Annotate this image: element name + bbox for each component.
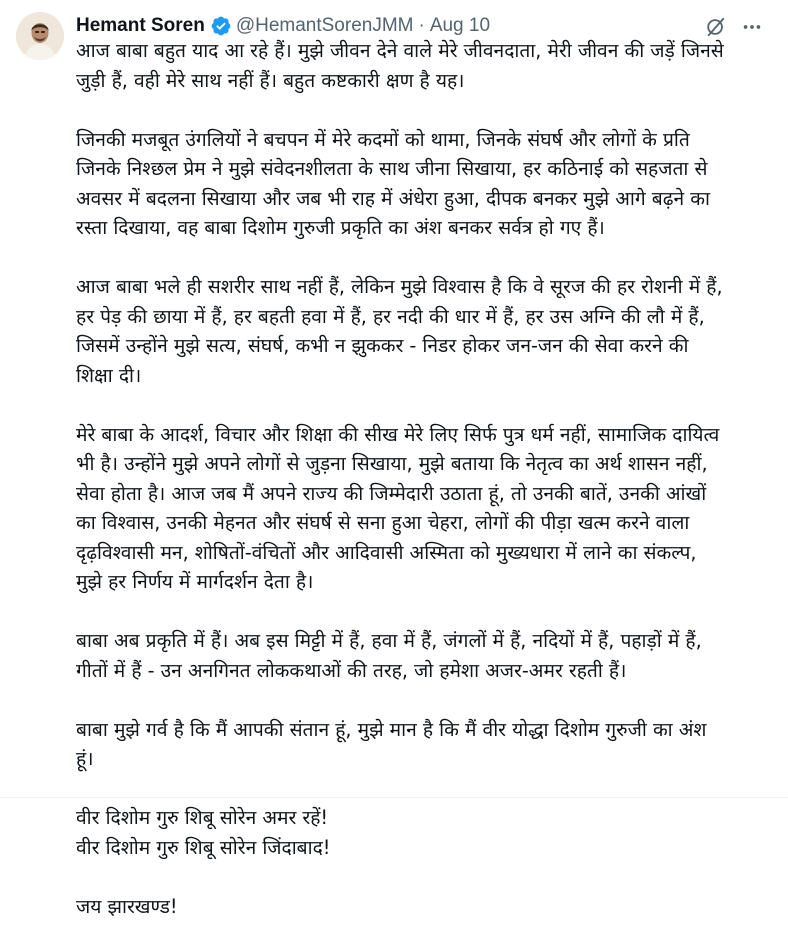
text-line: भी है। उन्होंने मुझे अपने लोगों से जुड़ना सिखाया, मुझे बताया कि नेतृत्व का अर्थ शासन नहीं, — [76, 452, 708, 475]
paragraph-6 — [76, 715, 780, 774]
text-line: अवसर में बदलना सिखाया और जब भी राह में अंधेरा हुआ, दीपक बनकर मुझे आगे बढ़ने का — [76, 186, 710, 210]
paragraph-5 — [76, 626, 780, 685]
paragraph-7 — [76, 803, 780, 862]
tweet-date[interactable]: Aug 10 — [429, 15, 491, 36]
text-line: मुझे हर निर्णय में मार्गदर्शन देता है। — [76, 570, 314, 593]
text-line: आज बाबा भले ही सशरीर साथ नहीं हैं, लेकिन मुझे विश्वास है कि वे सूरज की हर रोशनी में हैं, — [76, 275, 723, 298]
text-line: वीर दिशोम गुरु शिबू सोरेन जिंदाबाद! — [76, 835, 331, 859]
paragraph-4 — [76, 420, 780, 597]
text-line: का विश्वास, उनकी मेहनत और संघर्ष से सना हुआ चेहरा, लोगों की पीड़ा खत्म करने वाला — [76, 511, 690, 534]
text-line: आज बाबा बहुत याद आ रहे हैं। मुझे जीवन देने वाले मेरे जीवनदाता, मेरी जीवन की जड़ें जिनसे — [76, 39, 724, 62]
paragraph-3 — [76, 272, 780, 390]
text-line: हूं। — [76, 747, 94, 770]
author-name[interactable]: Hemant Soren — [76, 15, 205, 36]
text-line: जिसमें उन्होंने मुझे सत्य, संघर्ष, कभी न झुककर - निडर होकर जन-जन की सेवा करने की — [76, 334, 689, 357]
tweet-text — [76, 36, 780, 951]
text-line: दृढ़विश्वासी मन, शोषितों-वंचितों और आदिवासी अस्मिता को मुख्यधारा में लाने का संकल्प, — [76, 540, 697, 564]
text-line: बाबा मुझे गर्व है कि मैं आपकी संतान हूं, मुझे मान है कि मैं वीर योद्धा दिशोम गुरुजी का अंश — [76, 717, 707, 741]
text-line: जिनकी मजबूत उंगलियों ने बचपन में मेरे कदमों को थामा, जिनके संघर्ष और लोगों के प्रति — [76, 127, 690, 151]
text-line: जुड़ी हैं, वही मेरे साथ नहीं हैं। बहुत कष्टकारी क्षण है यह। — [76, 68, 465, 92]
text-line: मेरे बाबा के आदर्श, विचार और शिक्षा की सीख मेरे लिए सिर्फ पुत्र धर्म नहीं, सामाजिक दायित्व — [76, 422, 720, 446]
text-line: शिक्षा दी। — [76, 363, 142, 387]
paragraph-2 — [76, 125, 780, 243]
text-line: रस्ता दिखाया, वह बाबा दिशोम गुरुजी प्रकृति का अंश बनकर सर्वत्र हो गए हैं। — [76, 216, 605, 239]
text-line: जिनके निश्छल प्रेम ने मुझे संवेदनशीलता के साथ जीना सिखाया, हर कठिनाई को सहजता से — [76, 157, 708, 180]
separator-dot: · — [418, 15, 425, 36]
text-line: गीतों में हैं - उन अनगिनत लोककथाओं की तरह, जो हमेशा अजर-अमर रहती हैं। — [76, 658, 627, 682]
paragraph-8 — [76, 892, 780, 922]
text-line: सेवा होता है। आज जब मैं अपने राज्य की जिम्मेदारी उठाता हूं, तो उनकी बातें, उनकी आंखों — [76, 481, 707, 505]
text-line: बाबा अब प्रकृति में हैं। अब इस मिट्टी में हैं, हवा में हैं, जंगलों में हैं, नदियों में हैं, पहाड़ों में हैं, — [76, 629, 702, 652]
author-handle[interactable]: @HemantSorenJMM — [235, 15, 414, 36]
avatar[interactable] — [16, 12, 64, 60]
verified-badge-icon — [210, 15, 232, 37]
paragraph-1 — [76, 36, 780, 95]
text-line: हर पेड़ की छाया में हैं, हर बहती हवा में हैं, हर नदी की धार में हैं, हर उस अग्नि की लौ में हैं, — [76, 304, 705, 328]
tweet-header — [76, 14, 490, 38]
text-line: वीर दिशोम गुरु शिबू सोरेन अमर रहें! — [76, 806, 329, 829]
text-line: जय झारखण्ड! — [76, 894, 178, 918]
